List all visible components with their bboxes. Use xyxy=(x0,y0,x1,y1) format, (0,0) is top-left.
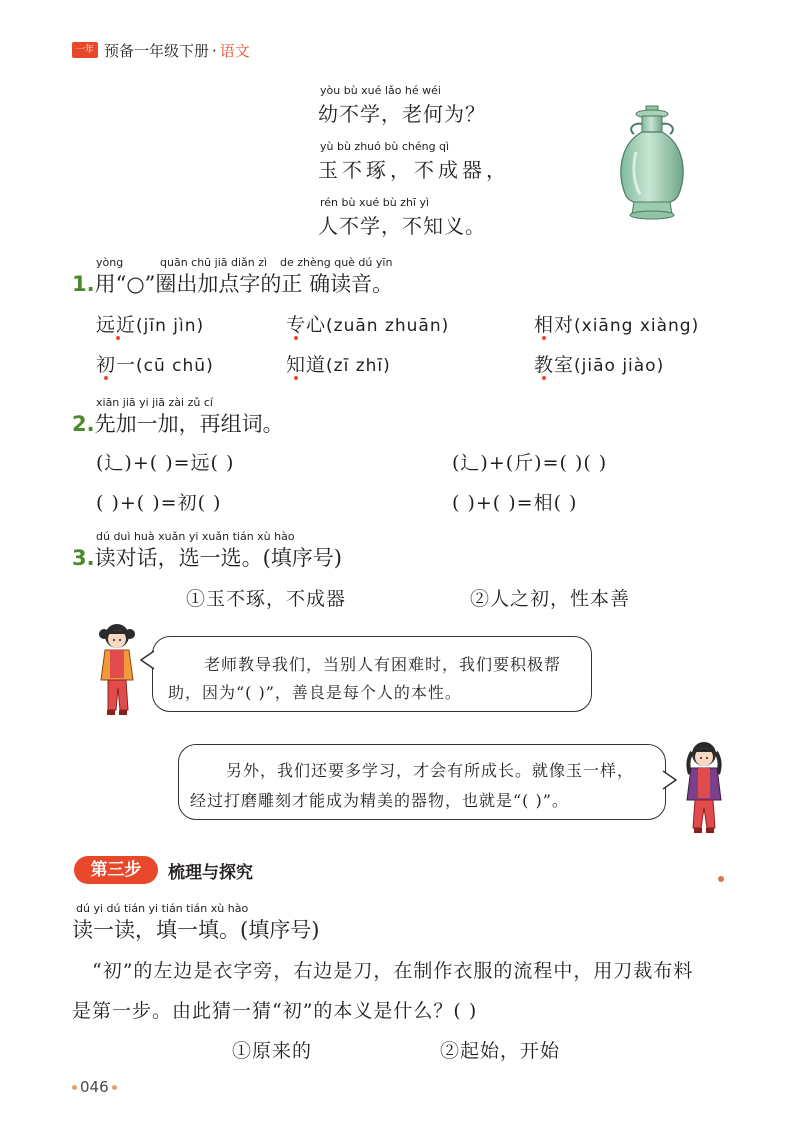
q1-item-2 xyxy=(286,310,449,337)
q1-text: 用“○”圈出加点字的正 确读音。 xyxy=(94,272,394,296)
q1-number: 1. xyxy=(72,272,95,296)
q1-pinyin-2: quān chū jiā diǎn zì xyxy=(160,256,268,269)
q1-word-4: 初一 xyxy=(96,354,137,376)
q2-row-1[interactable]: (辶)+( )=远( ) xyxy=(96,452,235,474)
girl-illustration-left xyxy=(96,620,138,720)
q1-word-3: 相对 xyxy=(534,314,575,336)
q1-item-5 xyxy=(286,350,391,377)
q1-dot-2 xyxy=(294,336,298,340)
poem-pinyin-3: rén bù xué bù zhī yì xyxy=(320,196,430,209)
speech-bubble-1-tail xyxy=(140,650,156,670)
bubble-1-line-1: 老师教导我们，当别人有困难时，我们要积极帮 xyxy=(204,655,562,674)
q3-text: 读对话，选一选。(填序号) xyxy=(94,546,342,570)
q4-pinyin: dú yi dú tián yi tián tián xù hào xyxy=(76,902,249,915)
q1-reading-1: (jīn jìn) xyxy=(136,316,205,336)
section-title: 梳理与探究 xyxy=(168,863,253,883)
subject-label: 语文 xyxy=(219,42,250,60)
page-number xyxy=(72,1078,117,1096)
page-number-text: 046 xyxy=(80,1078,109,1096)
q2-pinyin: xiān jiā yi jiā zài zǔ cí xyxy=(96,396,213,409)
q1-pinyin-3: de zhèng què dú yīn xyxy=(280,256,393,269)
q2-heading xyxy=(72,408,284,438)
speech-bubble-2-tail xyxy=(662,770,678,790)
jade-vase-illustration xyxy=(612,104,692,222)
poem-line-2: 玉不琢，不成器， xyxy=(318,158,510,182)
page-dot-right xyxy=(112,1085,117,1090)
q1-item-3 xyxy=(534,310,699,337)
decor-mark xyxy=(718,876,724,882)
poem-pinyin-1: yòu bù xué lǎo hé wéi xyxy=(320,84,441,97)
q3-option-1: ①玉不琢，不成器 xyxy=(186,588,347,610)
q1-reading-3: (xiāng xiàng) xyxy=(574,316,700,336)
q4-option-2: ②起始，开始 xyxy=(440,1040,561,1062)
q4-heading: 读一读，填一填。(填序号) xyxy=(72,918,320,942)
header-badge: 一年 xyxy=(72,42,98,58)
bubble-2-line-2[interactable]: 经过打磨雕刻才能成为精美的器物，也就是“( )”。 xyxy=(190,791,569,810)
header-separator: · xyxy=(212,42,217,60)
q1-dot-4 xyxy=(104,376,108,380)
q4-paragraph-line-1: “初”的左边是衣字旁，右边是刀，在制作衣服的流程中，用刀裁布料 xyxy=(92,960,694,982)
q3-pinyin: dú duì huà xuǎn yi xuǎn tián xù hào xyxy=(96,530,295,543)
q1-item-1 xyxy=(96,310,204,337)
q1-word-2: 专心 xyxy=(286,314,327,336)
q1-dot-3 xyxy=(542,336,546,340)
q1-dot-1 xyxy=(116,336,120,340)
q3-heading xyxy=(72,542,342,572)
q1-heading xyxy=(72,268,393,298)
q3-number: 3. xyxy=(72,546,95,570)
grade-label: 预备一年级下册 xyxy=(104,42,210,60)
q2-row-3[interactable]: ( )+( )=初( ) xyxy=(96,492,222,514)
q1-reading-2: (zuān zhuān) xyxy=(326,316,450,336)
q1-dot-5 xyxy=(294,376,298,380)
poem-pinyin-2: yù bù zhuó bù chéng qì xyxy=(320,140,450,153)
poem-line-1: 幼不学，老何为？ xyxy=(318,102,486,126)
q1-word-5: 知道 xyxy=(286,354,327,376)
q1-word-6: 教室 xyxy=(534,354,575,376)
q2-number: 2. xyxy=(72,412,95,436)
q1-pinyin-1: yòng xyxy=(96,256,124,269)
page-dot-left xyxy=(72,1085,77,1090)
bubble-2-line-1: 另外，我们还要多学习，才会有所成长。就像玉一样， xyxy=(226,761,635,780)
header-title xyxy=(104,40,250,61)
q4-paragraph-line-2[interactable]: 是第一步。由此猜一猜“初”的本义是什么？( ) xyxy=(72,1000,478,1022)
poem-line-3: 人不学，不知义。 xyxy=(318,214,486,238)
q4-option-1: ①原来的 xyxy=(232,1040,313,1062)
q1-item-4 xyxy=(96,350,214,377)
q1-reading-5: (zī zhī) xyxy=(326,356,391,376)
q2-text: 先加一加，再组词。 xyxy=(94,412,284,436)
q1-word-1: 远近 xyxy=(96,314,137,336)
q1-reading-6: (jiāo jiào) xyxy=(574,356,665,376)
q1-item-6 xyxy=(534,350,664,377)
q2-row-2[interactable]: (辶)+(斤)=( )( ) xyxy=(452,452,608,474)
q2-row-4[interactable]: ( )+( )=相( ) xyxy=(452,492,578,514)
bubble-1-line-2[interactable]: 助，因为“( )”，善良是每个人的本性。 xyxy=(168,683,462,702)
q1-dot-6 xyxy=(542,376,546,380)
girl-illustration-right xyxy=(682,738,726,838)
q3-option-2: ②人之初，性本善 xyxy=(470,588,631,610)
section-badge: 第三步 xyxy=(74,856,158,884)
q1-reading-4: (cū chū) xyxy=(136,356,214,376)
